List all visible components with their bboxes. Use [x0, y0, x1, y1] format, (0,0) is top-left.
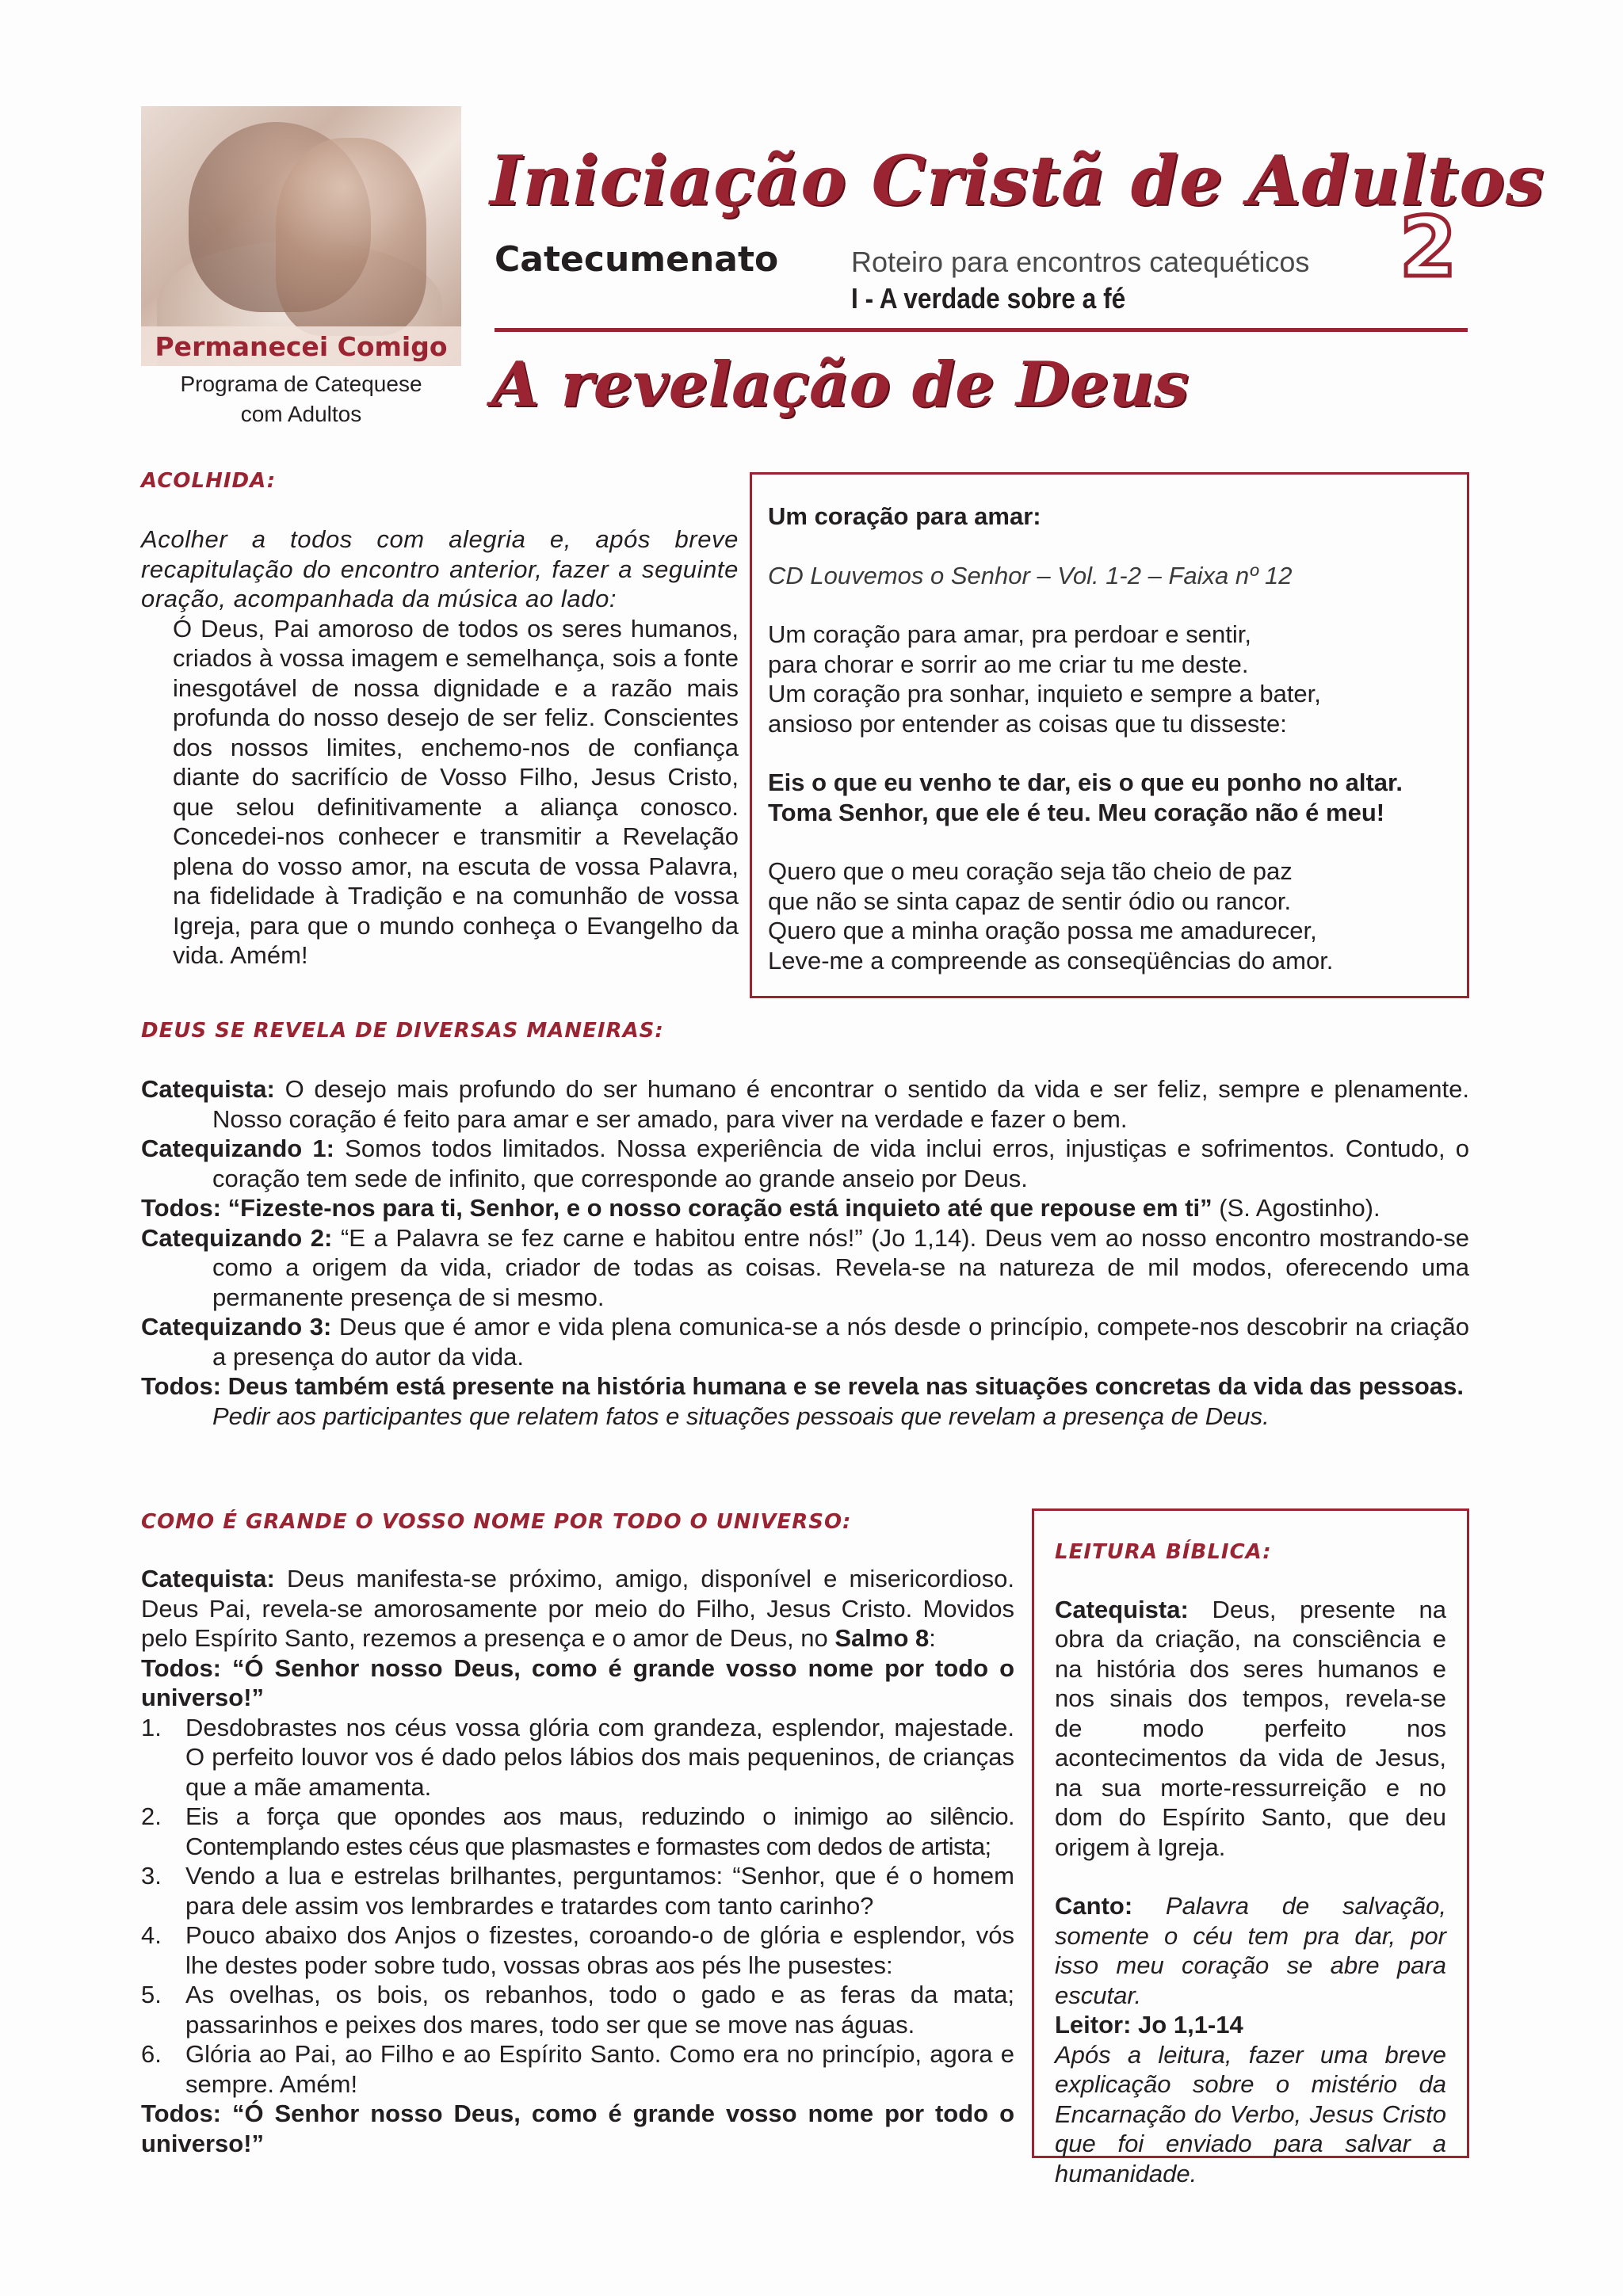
verse-number: 5. [141, 1981, 162, 2008]
acolhida-heading: ACOLHIDA: [141, 469, 277, 493]
leitor-line: Leitor: Jo 1,1-14 [1055, 2011, 1243, 2039]
speaker: Catequista: [141, 1075, 275, 1103]
dialogue-line [141, 1371, 1469, 1402]
speaker: Catequizando 2: [141, 1223, 333, 1252]
dialogue-line [141, 1134, 1469, 1193]
dialogue-line [141, 1193, 1469, 1223]
song-line: que não se sinta capaz de sentir ódio ou rancor. [768, 887, 1292, 915]
speaker: Catequista: [141, 1565, 275, 1592]
verse [141, 1802, 1014, 1861]
speaker: Catequista: [1055, 1595, 1189, 1623]
salmo-block [141, 1564, 1014, 2158]
song-box [750, 472, 1469, 998]
verse-number: 3. [141, 1862, 162, 1890]
song-line: Quero que o meu coração seja tão cheio de paz [768, 857, 1293, 885]
dialogue-bold: Deus também está presente na história humana e se revela nas situações concretas da vida das pessoas. [221, 1372, 1464, 1400]
song-line: Um coração para amar, pra perdoar e sentir, [768, 620, 1251, 648]
verse-number: 2. [141, 1802, 162, 1830]
dialogue-line [141, 1223, 1469, 1313]
leitura-box [1032, 1508, 1469, 2187]
verse-text: Eis a força que opondes aos maus, reduzindo o inimigo ao silêncio. Contemplando estes céus que plasmastes e formastes com dedos de artista; [185, 1802, 1014, 1860]
verse-text: Pouco abaixo dos Anjos o fizestes, coroando-o de glória e esplendor, vós lhe destes poder sobre tudo, vossas obras aos pés lhe pusestes: [185, 1921, 1014, 1979]
deus-instruction: Pedir aos participantes que relatem fatos e situações pessoais que revelam a presença de Deus. [212, 1402, 1270, 1430]
verse [141, 1713, 1014, 1802]
dialogue-text: (S. Agostinho). [1212, 1194, 1381, 1222]
program-line-2: com Adultos [240, 402, 362, 426]
song-line: para chorar e sorrir ao me criar tu me deste. [768, 650, 1249, 678]
program-line-1: Programa de Catequese [180, 372, 422, 396]
leitura-body: Deus, presente na obra da criação, na consciência e na história dos seres humanos e nos sinais dos tempos, revela-se de modo perfeito nos acontecimentos da vida de Jesus, na sua morte-ressurreição e no dom do Espírito Santo, que deu origem à Igreja. [1055, 1595, 1446, 1861]
dialogue-line [141, 1074, 1469, 1134]
verse-number: 4. [141, 1921, 162, 1949]
salmo-intro [141, 1564, 1014, 1653]
salmo-heading: COMO É GRANDE O VOSSO NOME POR TODO O UNIVERSO: [141, 1510, 852, 1534]
verse-text: Vendo a lua e estrelas brilhantes, perguntamos: “Senhor, que é o homem para dele assim vos lembrardes e tratardes com tanto carinho? [185, 1862, 1014, 1920]
speaker: Catequizando 1: [141, 1135, 334, 1162]
speaker: Todos: [141, 1372, 222, 1400]
song-source: CD Louvemos o Senhor – Vol. 1-2 – Faixa nº 12 [768, 561, 1293, 589]
salmo-intro-end: : [929, 1624, 936, 1652]
lesson-number: 2 [1399, 199, 1457, 296]
song-line: Quero que a minha oração possa me amadurecer, [768, 917, 1317, 944]
leitura-text [1055, 1595, 1446, 1863]
roteiro-label: Roteiro para encontros catequéticos [851, 246, 1310, 278]
song-stanza-1 [768, 620, 1451, 738]
song-line: Um coração pra sonhar, inquieto e sempre a bater, [768, 680, 1321, 707]
program-label [141, 369, 461, 429]
salmo-intro-text: Deus manifesta-se próximo, amigo, disponível e misericordioso. Deus Pai, revela-se amorosamente por meio do Filho, Jesus Cristo. Movidos pelo Espírito Santo, rezemos a presença e o amor de Deus, no [141, 1565, 1014, 1652]
dialogue-text: Deus que é amor e vida plena comunica-se a nós desde o princípio, compete-nos descobrir na criação a presença do autor da vida. [212, 1313, 1470, 1371]
dialogue-text: O desejo mais profundo do ser humano é encontrar o sentido da vida e ser feliz, sempre e plenamente. Nosso coração é feito para amar e ser amado, para viver na verdade e fazer o bem. [212, 1075, 1469, 1133]
acolhida-block [141, 524, 739, 971]
song-stanza-2 [768, 856, 1451, 975]
acolhida-intro: Acolher a todos com alegria e, após breve recapitulação do encontro anterior, fazer a seguinte oração, acompanhada da música ao lado: [141, 525, 739, 612]
dialogue-line [141, 1312, 1469, 1371]
lesson-subtitle: A revelação de Deus [491, 349, 1189, 421]
canto-line [1055, 1891, 1446, 2010]
song-title: Um coração para amar: [768, 502, 1041, 530]
canto-label: Canto: [1055, 1892, 1133, 1920]
acolhida-prayer: Ó Deus, Pai amoroso de todos os seres humanos, criados à vossa imagem e semelhança, sois a fonte inesgotável de nossa dignidade e a razão mais profunda do nosso desejo de ser feliz. Conscientes dos nossos limites, enchemo-nos de confiança diante do sacrifício de Vosso Filho, Jesus Cristo, que selou definitivamente a aliança conosco. Concedei-nos conhecer e transmitir a Revelação plena do vosso amor, na escuta de vossa Palavra, na fidelidade à Tradição e na comunhão de vossa Igreja, para que o mundo conheça o Evangelho da vida. Amém! [173, 614, 739, 969]
song-line: Leve-me a compreende as conseqüências do amor. [768, 946, 1334, 974]
dialogue-text: “E a Palavra se fez carne e habitou entre nós!” (Jo 1,14). Deus vem ao nosso encontro mostrando-se como a origem da vida, criador de todas as coisas. Revela-se na natureza de mil modos, oferecendo uma permanente presença de si mesmo. [212, 1223, 1469, 1311]
verse [141, 1980, 1014, 2039]
canto-text: Palavra de salvação, somente o céu tem pra dar, por isso meu coração se abre para escutar. [1055, 1892, 1446, 2009]
song-line: Toma Senhor, que ele é teu. Meu coração não é meu! [768, 798, 1385, 826]
photo-caption: Permanecei Comigo [141, 326, 461, 366]
verse [141, 1920, 1014, 1980]
salmo-ref: Salmo 8 [834, 1624, 930, 1652]
dialogue-text: Somos todos limitados. Nossa experiência de vida inclui erros, injustiças e sofrimentos. Contudo, o coração tem sede de infinito, que corresponde ao grande anseio por Deus. [212, 1135, 1469, 1192]
page-title: Iniciação Cristã de Adultos [490, 141, 1545, 221]
salmo-refrain-end: Todos: “Ó Senhor nosso Deus, como é grande vosso nome por todo o universo!” [141, 2100, 1014, 2157]
leitura-after: Após a leitura, fazer uma breve explicação sobre o mistério da Encarnação do Verbo, Jesus Cristo que foi enviado para salvar a humanidade. [1055, 2040, 1446, 2187]
leitura-heading: LEITURA BÍBLICA: [1055, 1540, 1272, 1564]
verse-text: As ovelhas, os bois, os rebanhos, todo o gado e as feras da mata; passarinhos e peixes dos mares, todo ser que se move nas águas. [185, 1981, 1014, 2039]
song-line: Eis o que eu venho te dar, eis o que eu ponho no altar. [768, 769, 1403, 796]
verse-text: Glória ao Pai, ao Filho e ao Espírito Santo. Como era no princípio, agora e sempre. Amém! [185, 2040, 1014, 2098]
song-chorus [768, 768, 1451, 827]
verse-text: Desdobrastes nos céus vossa glória com grandeza, esplendor, majestade. O perfeito louvor vos é dado pelos lábios dos mais pequeninos, de crianças que a mãe amamenta. [185, 1713, 1014, 1801]
verse-number: 6. [141, 2040, 162, 2068]
verse-number: 1. [141, 1713, 162, 1741]
part-label: I - A verdade sobre a fé [851, 282, 1126, 315]
dialogue-bold: “Fizeste-nos para ti, Senhor, e o nosso coração está inquieto até que repouse em ti” [221, 1194, 1212, 1222]
header-divider [495, 328, 1468, 332]
deus-heading: DEUS SE REVELA DE DIVERSAS MANEIRAS: [141, 1019, 664, 1043]
deus-block [141, 1074, 1469, 1431]
salmo-refrain: Todos: “Ó Senhor nosso Deus, como é grande vosso nome por todo o universo!” [141, 1653, 1014, 1711]
section-label: Catecumenato [495, 239, 779, 280]
verse [141, 1861, 1014, 1920]
verse [141, 2039, 1014, 2099]
speaker: Todos: [141, 1194, 222, 1222]
speaker: Catequizando 3: [141, 1313, 332, 1341]
song-line: ansioso por entender as coisas que tu disseste: [768, 709, 1287, 738]
